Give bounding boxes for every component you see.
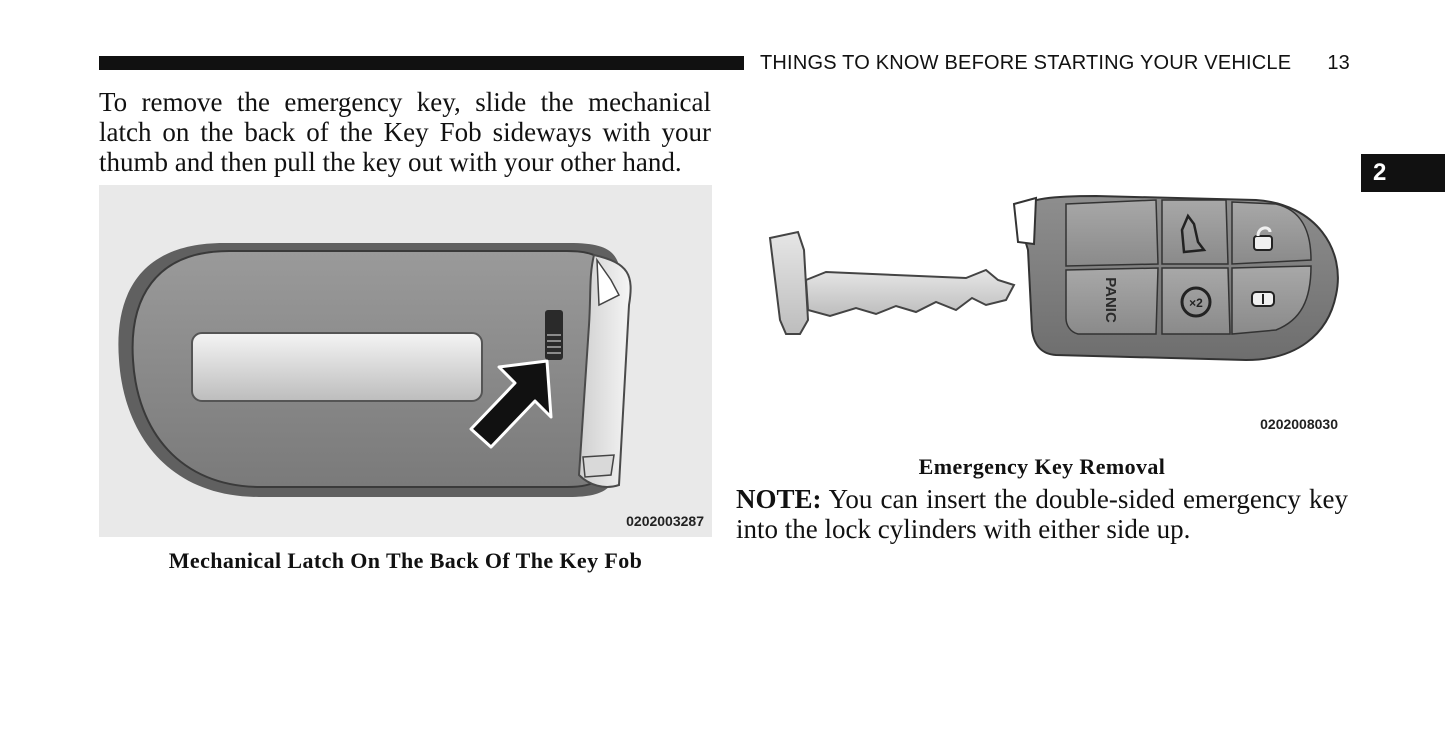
figure-code: 0202008030 xyxy=(1260,416,1338,432)
key-blade xyxy=(806,270,1014,316)
header-rule xyxy=(99,56,744,70)
key-fob-back-figure xyxy=(99,185,712,537)
figure-caption-right: Emergency Key Removal xyxy=(918,454,1166,479)
lock-icon xyxy=(1252,292,1274,306)
note-paragraph xyxy=(736,484,1348,544)
key-ring-tab-bottom xyxy=(583,455,614,477)
note-label: NOTE: xyxy=(736,484,822,514)
intro-paragraph: To remove the emergency key, slide the mechanical latch on the back of the Key Fob sideways with your thumb and then pull the key out with your other hand. xyxy=(99,87,711,177)
figure-code: 0202003287 xyxy=(626,513,704,529)
panic-label: PANIC xyxy=(1102,277,1119,323)
chapter-tab xyxy=(1361,154,1445,192)
chapter-number: 2 xyxy=(1373,159,1387,186)
key-fob-back-illustration xyxy=(99,185,712,537)
running-header xyxy=(760,52,1350,75)
fob-tip xyxy=(1014,198,1036,244)
section-title: THINGS TO KNOW BEFORE STARTING YOUR VEHICLE xyxy=(760,52,1292,74)
fob-label-panel xyxy=(192,333,482,401)
note-text: You can insert the double-sided emergency key into the lock cylinders with either side up. xyxy=(736,484,1348,544)
key-head xyxy=(770,232,808,334)
button-top-left xyxy=(1066,200,1158,266)
emergency-key-removal-figure xyxy=(736,120,1348,440)
page-number: 13 xyxy=(1327,52,1350,74)
emergency-key-illustration xyxy=(736,120,1348,440)
svg-text:×2: ×2 xyxy=(1189,296,1203,310)
figure-caption-left: Mechanical Latch On The Back Of The Key Fob xyxy=(168,548,643,573)
